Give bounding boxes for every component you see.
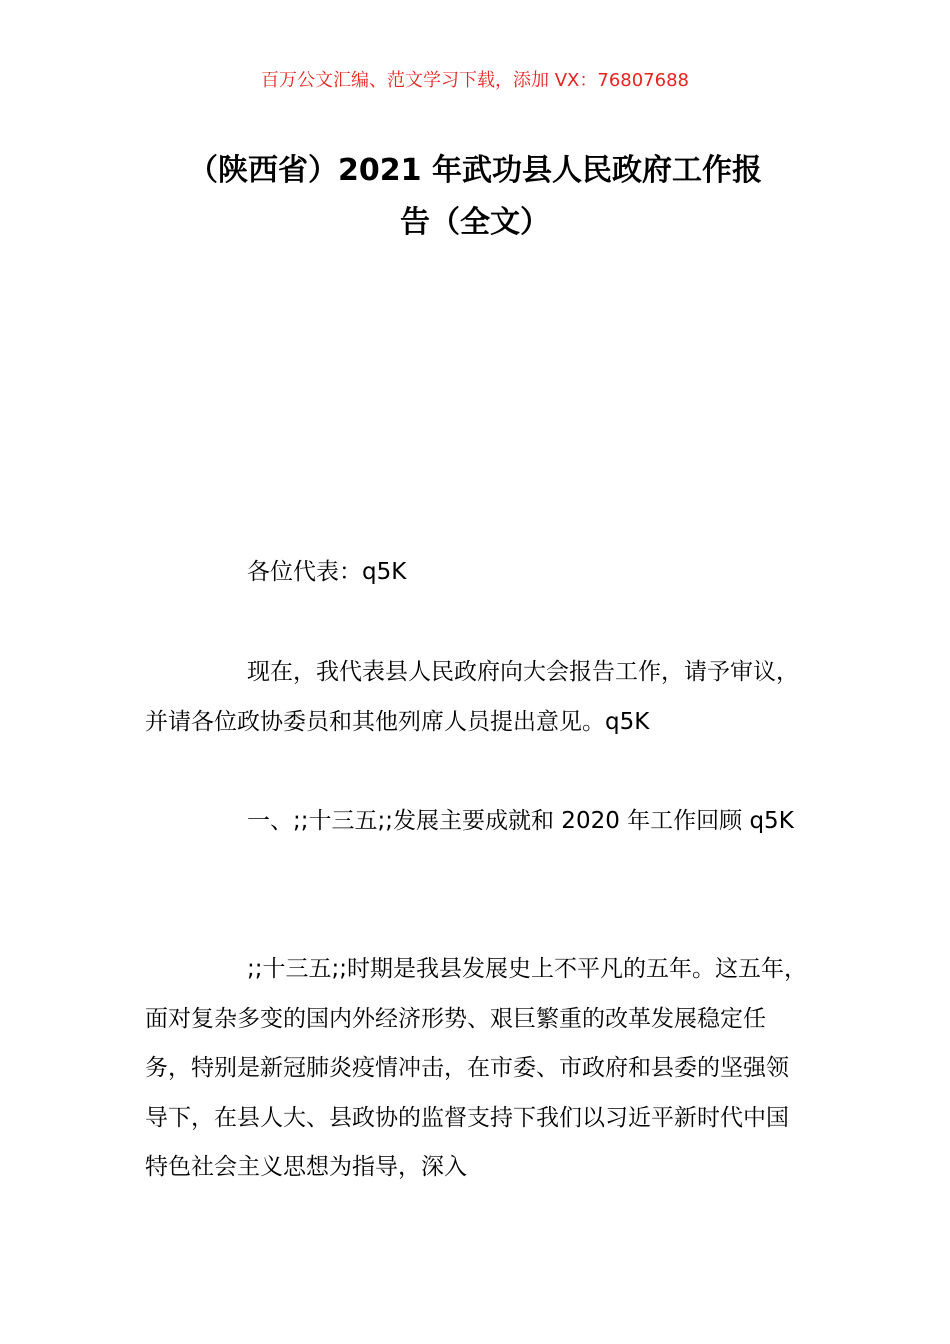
- section-heading-paragraph: [145, 797, 807, 847]
- header-banner: 百万公文汇编、范文学习下载，添加 VX：76807688: [261, 70, 689, 91]
- intro-text: 现在，我代表县人民政府向大会报告工作，请予审议，并请各位政协委员和其他列席人员提出意见。q5K: [145, 659, 799, 735]
- review-paragraph: [145, 945, 807, 1193]
- document-title: [145, 145, 805, 249]
- greeting-paragraph: [145, 548, 807, 598]
- intro-paragraph: [145, 648, 807, 747]
- document-title-line-1: （陕西省）2021 年武功县人民政府工作报: [188, 153, 762, 188]
- greeting-text: 各位代表：q5K: [247, 559, 407, 585]
- document-title-line-2: 告（全文）: [400, 205, 550, 240]
- section-heading-text: 一、;;十三五;;发展主要成就和 2020 年工作回顾 q5K: [247, 808, 794, 834]
- review-text: ;;十三五;;时期是我县发展史上不平凡的五年。这五年，面对复杂多变的国内外经济形势、艰巨繁重的改革发展稳定任务，特别是新冠肺炎疫情冲击，在市委、市政府和县委的坚强领导下，在县人大、县政协的监督支持下我们以习近平新时代中国特色社会主义思想为指导，深入: [145, 956, 807, 1180]
